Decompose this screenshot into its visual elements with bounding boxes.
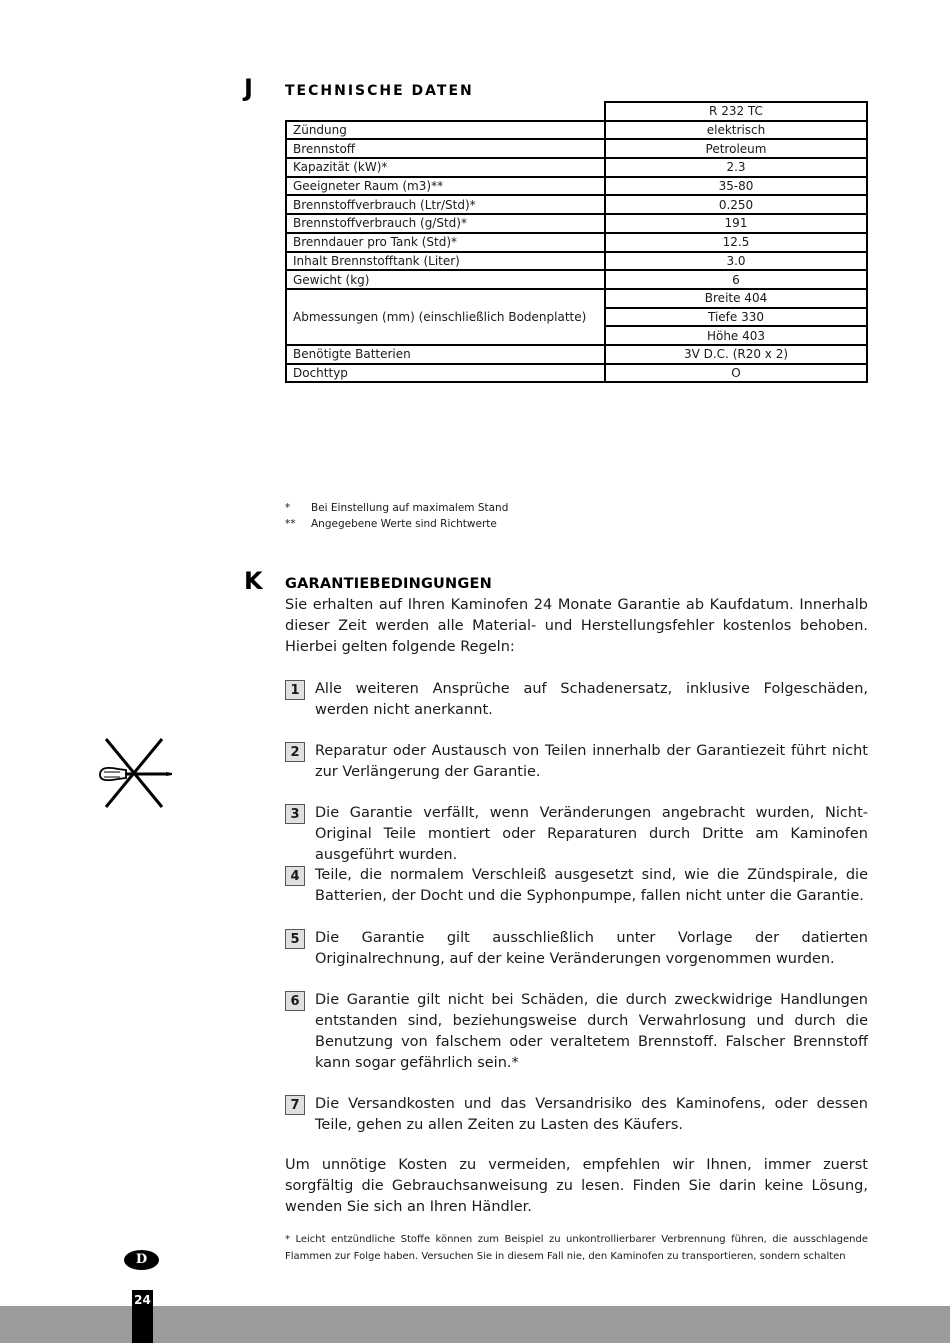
row-label: Gewicht (kg) [286,270,605,289]
table-row [286,139,867,158]
rule-text: Teile, die normalem Verschleiß ausgesetzt sind, wie die Zündspirale, die Batterien, der Docht und die Syphonpumpe, fallen nicht unter die Garantie. [315,867,868,904]
row-label: Zündung [286,121,605,140]
row-label: Brenndauer pro Tank (Std)* [286,233,605,252]
footnote-item [285,500,508,516]
row-value: 3.0 [605,252,867,271]
table-row [286,158,867,177]
footnote-mark: ** [285,518,296,530]
row-label: Kapazität (kW)* [286,158,605,177]
dimension-width: Breite 404 [605,289,867,308]
row-value: 35-80 [605,177,867,196]
rule-text: Die Garantie gilt nicht bei Schäden, die durch zweckwidrige Handlungen entstanden sind, beziehungsweise durch Verwahrlosung und durch die Benutzung von falschem oder veraltetem Brennstoff. Falscher Brennstoff kann sogar gefährlich sein.* [315,992,868,1071]
table-row-dimensions [286,289,867,308]
table-row [286,345,867,364]
warranty-closing: Um unnötige Kosten zu vermeiden, empfehlen wir Ihnen, immer zuerst sorgfältig die Gebrauchsanweisung zu lesen. Finden Sie darin keine Lösung, wenden Sie sich an Ihren Händler. [285,1157,868,1215]
rule-number-box: 4 [285,866,305,886]
rule-number-box: 2 [285,742,305,762]
row-value: 12.5 [605,233,867,252]
rule-text: Reparatur oder Austausch von Teilen innerhalb der Garantiezeit führt nicht zur Verlängerung der Garantie. [315,743,868,780]
section-letter-j: J [244,74,253,102]
row-value: O [605,364,867,383]
section-letter-k: K [244,567,263,595]
row-label: Benötigte Batterien [286,345,605,364]
row-value: 6 [605,270,867,289]
table-row [286,233,867,252]
rule-number-box: 6 [285,991,305,1011]
table-row [286,214,867,233]
table-header-row [286,102,867,121]
warranty-rule [285,741,868,783]
warranty-rule [285,928,868,970]
row-label: Brennstoff [286,139,605,158]
footnote-item [285,516,508,532]
rule-number-box: 5 [285,929,305,949]
section-title-warranty: GARANTIEBEDINGUNGEN [285,576,492,592]
footnote-text: Bei Einstellung auf maximalem Stand [311,502,509,514]
rule-text: Alle weiteren Ansprüche auf Schadenersatz, inklusive Folgeschäden, werden nicht anerkannt. [315,681,868,718]
row-label: Brennstoffverbrauch (g/Std)* [286,214,605,233]
row-label: Inhalt Brennstofftank (Liter) [286,252,605,271]
rule-number-box: 1 [285,680,305,700]
warranty-intro: Sie erhalten auf Ihren Kaminofen 24 Monate Garantie ab Kaufdatum. Innerhalb dieser Zeit werden alle Material- und Herstellungsfehler kostenlos behoben. Hierbei gelten folgende Regeln: [285,597,868,655]
warranty-rule [285,990,868,1074]
table-row [286,121,867,140]
row-value: Petroleum [605,139,867,158]
dimension-height: Höhe 403 [605,326,867,345]
table-row [286,270,867,289]
table-row [286,252,867,271]
row-value: 191 [605,214,867,233]
warranty-rule [285,1094,868,1136]
no-screwdriver-icon [96,737,176,809]
table-model-cell: R 232 TC [605,102,867,121]
warranty-rule [285,803,868,866]
row-value: 2.3 [605,158,867,177]
rule-number-box: 7 [285,1095,305,1115]
footnote-mark: * [285,502,291,514]
warranty-rule [285,679,868,721]
table-row [286,177,867,196]
row-label: Geeigneter Raum (m3)** [286,177,605,196]
table-header-blank [286,102,605,121]
rule-number-box: 3 [285,804,305,824]
row-value: 0.250 [605,195,867,214]
warranty-footnote: * Leicht entzündliche Stoffe können zum Beispiel zu unkontrollierbarer Verbrennung führen, die ausschlagende Flammen zur Folge haben. Versuchen Sie in diesem Fall nie, den Kaminofen zu transportieren, sondern schalten [285,1234,868,1262]
dimensions-label: Abmessungen (mm) (einschließlich Bodenplatte) [286,289,605,345]
rule-text: Die Garantie verfällt, wenn Veränderungen angebracht wurden, Nicht-Original Teile montiert oder Reparaturen durch Dritte am Kaminofen ausgeführt wurden. [315,805,868,863]
technical-data-table [285,101,868,383]
section-title-technical-data: TECHNISCHE DATEN [285,83,474,99]
row-label: Brennstoffverbrauch (Ltr/Std)* [286,195,605,214]
table-row [286,195,867,214]
language-badge: D [124,1250,159,1270]
row-label: Dochttyp [286,364,605,383]
footnote-text: Angegebene Werte sind Richtwerte [311,518,497,530]
page-number: 24 [132,1290,153,1343]
table-footnotes [285,500,508,532]
rule-text: Die Versandkosten und das Versandrisiko des Kaminofens, oder dessen Teile, gehen zu allen Zeiten zu Lasten des Käufers. [315,1096,868,1133]
warranty-rule [285,865,868,907]
rule-text: Die Garantie gilt ausschließlich unter Vorlage der datierten Originalrechnung, auf der keine Veränderungen vorgenommen wurden. [315,930,868,967]
table-row [286,364,867,383]
row-value: elektrisch [605,121,867,140]
dimension-depth: Tiefe 330 [605,308,867,327]
row-value: 3V D.C. (R20 x 2) [605,345,867,364]
